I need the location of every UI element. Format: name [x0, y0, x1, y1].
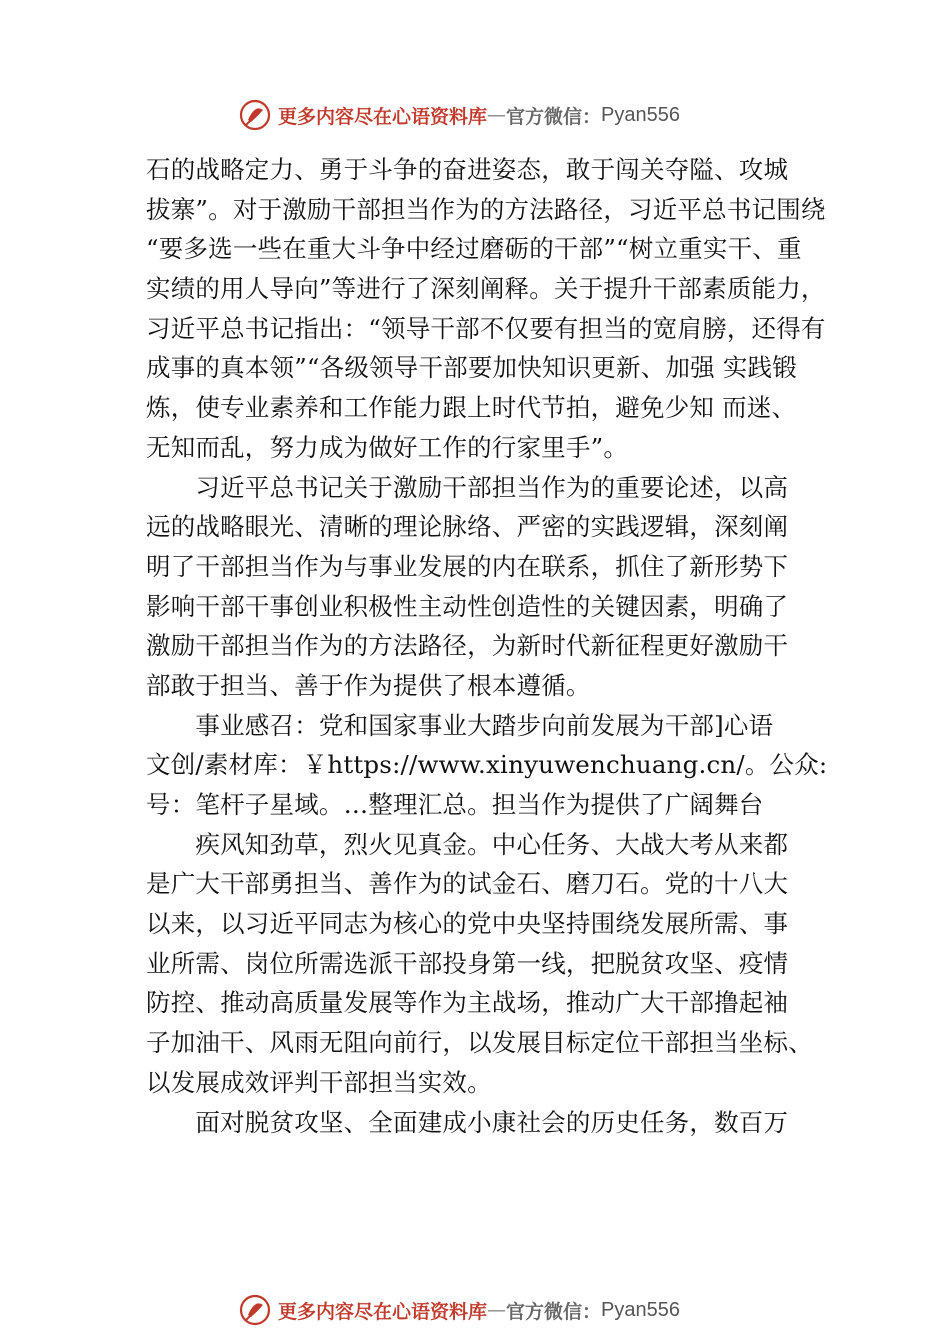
page-header-banner [0, 95, 950, 135]
body-line: 无知而乱，努力成为做好工作的行家里手”。 [146, 432, 629, 462]
header-wechat-id: Pyan556 [601, 103, 680, 126]
footer-wechat-label: 官方微信： [506, 1300, 602, 1323]
body-line: 防控、推动高质量发展等作为主战场，推动广大干部撸起袖 [146, 988, 789, 1018]
footer-site-text: 更多内容尽在心语资料库 [278, 1300, 488, 1323]
body-line: 远的战略眼光、清晰的理论脉络、严密的实践逻辑，深刻阐 [146, 512, 789, 542]
header-wechat-label: 官方微信： [506, 105, 602, 128]
brand-logo-icon [238, 1293, 272, 1327]
body-line: 炼，使专业素养和工作能力跟上时代节拍，避免少知 而迷、 [146, 393, 797, 423]
body-line: 以发展成效评判干部担当实效。 [146, 1067, 492, 1097]
body-line: 是广大干部勇担当、善作为的试金石、磨刀石。党的十八大 [146, 869, 789, 899]
page-footer-banner [0, 1290, 950, 1330]
body-line: 明了干部担当作为与事业发展的内在联系，抓住了新形势下 [146, 551, 789, 581]
header-banner-content [238, 95, 680, 135]
body-line: 习近平总书记指出：“领导干部不仅要有担当的宽肩膀，还得有 [146, 313, 826, 343]
body-line: 面对脱贫攻坚、全面建成小康社会的历史任务，数百万 [146, 1107, 789, 1137]
body-line: 子加油干、风雨无阻向前行，以发展目标定位干部担当坐标、 [146, 1028, 813, 1058]
footer-wechat-id: Pyan556 [601, 1298, 680, 1321]
body-line: 部敢于担当、善于作为提供了根本遵循。 [146, 670, 591, 700]
body-line: 以来，以习近平同志为核心的党中央坚持围绕发展所需、事 [146, 909, 789, 939]
body-line: 成事的真本领”“各级领导干部要加快知识更新、加强 实践锻 [146, 353, 797, 383]
footer-dash: — [487, 1299, 507, 1321]
body-line: 业所需、岗位所需选派干部投身第一线，把脱贫攻坚、疫情 [146, 948, 789, 978]
body-line: 影响干部干事创业积极性主动性创造性的关键因素，明确了 [146, 591, 789, 621]
body-line: 石的战略定力、勇于斗争的奋进姿态，敢于闯关夺隘、攻城 [146, 155, 789, 184]
document-body [146, 150, 846, 1142]
brand-logo-icon [238, 98, 272, 132]
body-line: 实绩的用人导向”等进行了深刻阐释。关于提升干部素质能力， [146, 274, 826, 304]
body-line: 拔寨”。对于激励干部担当作为的方法路径，习近平总书记围绕 [146, 194, 826, 224]
body-line: 文创/素材库：￥https://www.xinyuwenchuang.cn/。公众: [146, 750, 828, 780]
footer-banner-content [238, 1290, 680, 1330]
body-line: 号：笔杆子星域。…整理汇总。担当作为提供了广阔舞台 [146, 790, 764, 819]
body-line: 激励干部担当作为的方法路径，为新时代新征程更好激励干 [146, 631, 789, 661]
body-line: “要多选一些在重大斗争中经过磨砺的干部”“树立重实干、重 [146, 234, 802, 264]
body-line: 事业感召：党和国家事业大踏步向前发展为干部]心语 [146, 710, 774, 740]
header-dash: — [487, 104, 507, 126]
body-line: 疾风知劲草，烈火见真金。中心任务、大战大考从来都 [146, 829, 789, 859]
body-line: 习近平总书记关于激励干部担当作为的重要论述，以高 [146, 472, 789, 502]
header-site-text: 更多内容尽在心语资料库 [278, 105, 488, 128]
